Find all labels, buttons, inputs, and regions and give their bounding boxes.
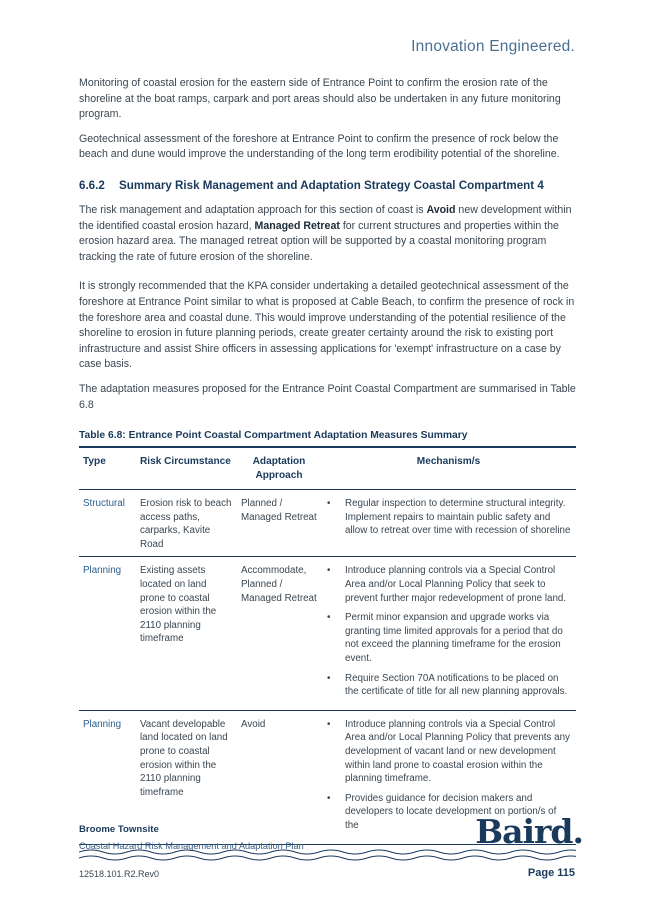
table-caption: Table 6.8: Entrance Point Coastal Compartment Adaptation Measures Summary bbox=[79, 430, 468, 442]
section-heading bbox=[79, 179, 576, 192]
mechanism-item: • Introduce planning controls via a Special Control Area and/or Local Planning Policy that prevents any development of vacant land or new development within land prone to coastal erosion within the planning timeframe. bbox=[325, 718, 572, 786]
adaptation-table bbox=[79, 446, 576, 844]
wave-divider-icon bbox=[79, 848, 576, 862]
cell-mechanism bbox=[321, 490, 576, 557]
cell-risk: Erosion risk to beach access paths, carparks, Kavite Road bbox=[136, 490, 237, 557]
document-reference: 12518.101.R2.Rev0 bbox=[79, 869, 160, 879]
footer-left bbox=[79, 824, 304, 851]
table-row bbox=[79, 557, 576, 710]
emphasis-managed-retreat: Managed Retreat bbox=[254, 219, 340, 232]
paragraph: The adaptation measures proposed for the Entrance Point Coastal Compartment are summarised in Table 6.8 bbox=[79, 382, 576, 411]
mechanism-item: • Require Section 70A notifications to be placed on the certificate of title for all new planning approvals. bbox=[325, 672, 572, 699]
page-number: Page 115 bbox=[527, 867, 575, 879]
cell-type: Planning bbox=[79, 557, 136, 710]
cell-approach: Accommodate, Planned / Managed Retreat bbox=[237, 557, 321, 710]
main-content bbox=[79, 76, 576, 845]
cell-risk: Existing assets located on land prone to coastal erosion within the 2110 planning timeframe bbox=[136, 557, 237, 710]
baird-logo: Baird. bbox=[475, 812, 583, 851]
emphasis-avoid: Avoid bbox=[426, 203, 456, 216]
header-tagline: Innovation Engineered. bbox=[411, 38, 575, 55]
mechanism-item: • Permit minor expansion and upgrade works via granting time limited approvals for a period that do not exceed the planning timeframe for the erosion event. bbox=[325, 611, 572, 665]
mechanism-item: • Provides guidance for decision makers and developers to locate development on portion/s of the bbox=[325, 792, 572, 833]
header-type: Type bbox=[79, 447, 136, 490]
text-run: for current structures and properties within the erosion hazard area. The managed retreat option will be supported by a coastal monitoring program tracking the rate of future erosion of the shoreline. bbox=[79, 219, 559, 263]
text-run: The risk management and adaptation approach for this section of coast is bbox=[79, 203, 427, 216]
mechanism-item: • Regular inspection to determine structural integrity. Implement repairs to maintain public safety and allow to retreat over time with recession of shoreline bbox=[325, 497, 572, 538]
approach-paragraph bbox=[79, 203, 576, 265]
table-header-row bbox=[79, 447, 576, 490]
footer-doc-title: Coastal Hazard Risk Management and Adaptation Plan bbox=[79, 841, 304, 851]
header-risk: Risk Circumstance bbox=[136, 447, 237, 490]
cell-risk: Vacant developable land located on land prone to coastal erosion within the 2110 planning timeframe bbox=[136, 710, 237, 844]
cell-approach: Planned / Managed Retreat bbox=[237, 490, 321, 557]
header-mechanism: Mechanism/s bbox=[321, 447, 576, 490]
paragraph: Geotechnical assessment of the foreshore at Entrance Point to confirm the presence of rock below the beach and dune would improve the understanding of the long term erodibility potential of the shoreline. bbox=[79, 132, 560, 161]
paragraph: Monitoring of coastal erosion for the eastern side of Entrance Point to confirm the erosion rate of the shoreline at the boat ramps, carpark and port areas should also be undertaken in any future monitoring program. bbox=[79, 77, 561, 121]
table-row bbox=[79, 490, 576, 557]
cell-type: Planning bbox=[79, 710, 136, 844]
section-title: Summary Risk Management and Adaptation Strategy Coastal Compartment 4 bbox=[119, 178, 544, 192]
cell-approach: Avoid bbox=[237, 710, 321, 844]
paragraph: It is strongly recommended that the KPA consider undertaking a detailed geotechnical assessment of the foreshore at Entrance Point similar to what is proposed at Cable Beach, to confirm the presence of rock in the foreshore area and coastal dune. This would improve understanding of the potential resilience of the shoreline to erosion in future planning periods, create greater certainty around the risk to existing port infrastructure and assist Shire officers in assessing applications for 'exempt' infrastructure on a case by case basis. bbox=[79, 280, 575, 371]
header-approach: Adaptation Approach bbox=[237, 447, 321, 490]
footer-org: Broome Townsite bbox=[79, 824, 159, 835]
text-run: new development within the identified coastal erosion hazard, bbox=[79, 203, 572, 232]
section-number: 6.6.2 bbox=[79, 178, 105, 192]
cell-type: Structural bbox=[79, 490, 136, 557]
cell-mechanism bbox=[321, 557, 576, 710]
mechanism-item: • Introduce planning controls via a Special Control Area and/or Local Planning Policy that seek to prevent further major redevelopment of prone land. bbox=[325, 564, 572, 605]
